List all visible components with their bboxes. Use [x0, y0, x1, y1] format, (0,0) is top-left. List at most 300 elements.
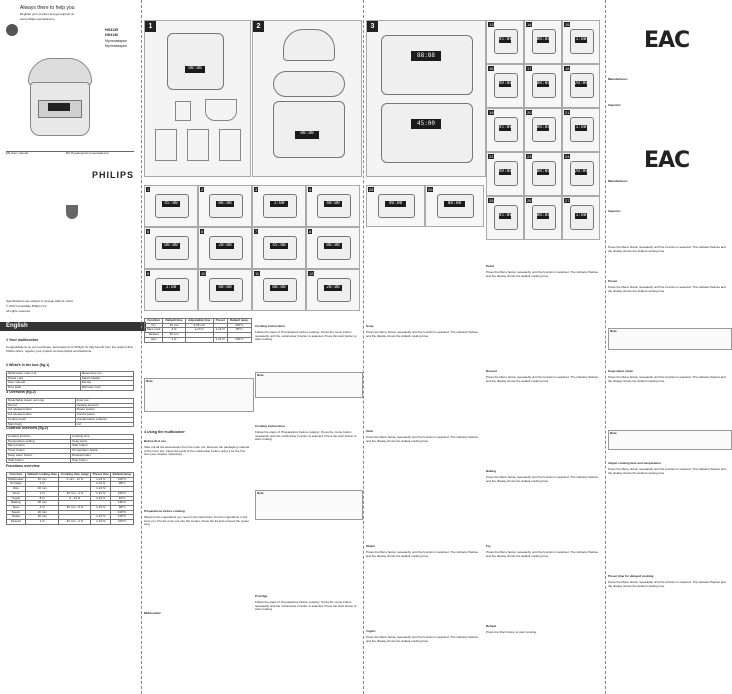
info-column — [606, 0, 732, 694]
table-cell: Lid release button — [7, 413, 76, 418]
step-panel — [144, 185, 198, 227]
reheat-title: Reheat — [486, 624, 497, 628]
yogurt-text: Press the Menu button repeatedly until the function is selected. The indicator flashes and the display shows the default cooking time. — [366, 635, 479, 643]
step-panel — [524, 20, 562, 64]
step-grid-bottom — [366, 185, 484, 265]
section-1-title: 1 Your multicooker — [6, 338, 39, 342]
table-cell: Condensation collector — [75, 417, 133, 422]
importer-label-2: Importer: — [608, 209, 622, 213]
lcd-display: 45:00 — [498, 212, 513, 218]
cover-column — [0, 0, 140, 694]
table-cell: 5-60 min — [185, 323, 213, 328]
lcd-display: 40:00 — [216, 285, 235, 291]
before-first-use-text: Take out all the accessories from the inner pot. Remove the packaging material of the inner pot. Clean the parts of the multicooker before using it for the first time (see chapter 'Cleaning'). — [144, 445, 250, 457]
step-number: 3 — [255, 187, 258, 192]
functions-title: Functions overview — [6, 464, 40, 468]
step-panel — [306, 185, 360, 227]
step-panel — [486, 108, 524, 152]
table-cell: Start button — [7, 458, 71, 463]
before-first-use-title: Before first use — [144, 439, 167, 443]
table-cell: 8 hr — [25, 496, 59, 501]
lcd-display: 45:00 — [270, 243, 289, 249]
table-cell: 100°C — [227, 337, 251, 342]
step-panel — [486, 20, 524, 64]
lcd-display: 40:00 — [324, 201, 343, 207]
section-4-title: 4 Using the multicooker — [144, 430, 185, 434]
lcd-display: 08:00 — [270, 285, 289, 291]
note-label-5: Note — [610, 431, 617, 435]
user-manual-icon — [155, 129, 177, 161]
table-cell: Measuring cup — [80, 372, 133, 377]
step-number: 7 — [255, 229, 258, 234]
table-cell: 1-24 hr — [91, 487, 111, 492]
multicooker-illustration — [28, 58, 90, 136]
table-cell: 1 hr — [25, 520, 59, 525]
table-cell: Power cord — [7, 376, 81, 381]
table-header: Function — [7, 473, 26, 478]
table-cell: 1-24 hr — [91, 505, 111, 510]
step-number: 17 — [527, 66, 532, 71]
step-number: 28 — [369, 187, 374, 192]
table-cell: Recipe — [80, 381, 133, 386]
footer-2: © 2017 Koninklijke Philips N.V. — [6, 304, 47, 308]
table-cell: Jam — [145, 337, 163, 342]
baking-text: Press the Menu button repeatedly until the function is selected. The indicator flashes and the display shows the default cooking time. — [486, 475, 599, 483]
table-cell: 30 min - 8 hr — [59, 505, 91, 510]
lcd-display: 1:00 — [575, 124, 587, 130]
fry-text: Press the Menu button repeatedly until the function is selected. The indicator flashes and the display shows the default cooking time. — [486, 550, 599, 558]
table-header: Preset — [213, 319, 227, 324]
soup-title: Soup — [366, 324, 374, 328]
section-2-title: 2 What's in the box (fig.1) — [6, 363, 50, 367]
step-panel — [562, 152, 600, 196]
step-number: 4 — [309, 187, 312, 192]
step-number: 11 — [255, 271, 260, 276]
lcd-display: 20:00 — [574, 80, 589, 86]
table-cell: Lid — [75, 422, 133, 427]
figure-2-lid — [283, 29, 335, 61]
table-cell: Power socket — [75, 408, 133, 413]
table-cell: 1-24 hr — [91, 477, 111, 482]
lcd-display: 88:88 — [536, 124, 551, 130]
table-cell: Control panel — [7, 417, 76, 422]
steam-text: Press the Menu button repeatedly until the function is selected. The indicator flashes and the display shows the default cooking time. — [366, 550, 479, 558]
step-number: 14 — [527, 22, 532, 27]
fry-title: Fry — [486, 544, 491, 548]
step-number: 12 — [309, 271, 314, 276]
steps-text-1: Press the Menu button repeatedly until the function is selected. The indicator flashes and the display shows the default cooking time. — [608, 245, 726, 253]
figure-2-main-body — [273, 101, 345, 158]
extra-function-row — [145, 328, 252, 333]
step-panel — [562, 196, 600, 240]
step-panel — [486, 64, 524, 108]
lcd-display: 1:00 — [270, 201, 289, 207]
step-panel — [524, 108, 562, 152]
step-grid-right — [486, 20, 602, 245]
note-label-4: Note — [610, 329, 617, 333]
lang-ru: RU Руководство пользователя — [66, 151, 109, 155]
step-number: 13 — [489, 22, 494, 27]
table-cell: 25 min — [163, 333, 185, 338]
note-box-3 — [255, 490, 363, 520]
step-number: 5 — [147, 229, 150, 234]
keep-warm-text: Press the Menu button repeatedly until the function is selected. The indicator flashes and the display shows the default cooking time. — [608, 375, 726, 383]
table-cell: 1 hr — [25, 482, 59, 487]
table-cell: Inner pot — [75, 399, 133, 404]
lcd-display: 40:00 — [498, 168, 513, 174]
step-number: 27 — [565, 198, 570, 203]
footer-1: Specifications are subject to change without notice — [6, 299, 74, 303]
table-cell: 40 min — [25, 487, 59, 492]
step-panel — [198, 227, 252, 269]
table-cell: 130°C — [111, 501, 134, 506]
table-cell: 3 hr — [163, 328, 185, 333]
step-number: 8 — [309, 229, 312, 234]
step-number: 1 — [147, 187, 150, 192]
baking-title: Baking — [486, 469, 497, 473]
adjust-text: Press the Menu button repeatedly until the function is selected. The indicator flashes and the display shows the default cooking time. — [608, 467, 726, 475]
figure-1-cooker — [167, 33, 224, 90]
step-number: 9 — [147, 271, 150, 276]
table-cell: Slow cook — [145, 328, 163, 333]
figure-1-display: 88:88 — [185, 66, 205, 73]
figures-column-2 — [364, 0, 604, 694]
table-cell: Steam — [7, 510, 26, 515]
table-header: Default temp. — [227, 319, 251, 324]
section-1-text: Congratulations on your purchase, and welcome to Philips! To fully benefit from the support that Philips offers, register your product at www.philips.com/welcome. — [6, 345, 133, 353]
controls-title: Controls overview (fig.2) — [6, 426, 48, 430]
table-cell: Control panel — [75, 413, 133, 418]
preset-time-title: Preset time for delayed cooking — [608, 574, 654, 578]
step-number: 18 — [565, 66, 570, 71]
table-cell: Reheat — [145, 333, 163, 338]
lcd-display: 08:00 — [536, 168, 551, 174]
table-cell: Stop button — [71, 458, 134, 463]
step-number: 2 — [201, 187, 204, 192]
lcd-display: 40:00 — [498, 80, 513, 86]
lcd-display: 45:00 — [498, 124, 513, 130]
table-header: Function — [145, 319, 163, 324]
step-panel — [562, 108, 600, 152]
step-panel — [486, 152, 524, 196]
note-label-2: Note — [257, 373, 264, 377]
lcd-display: 88:88 — [324, 243, 343, 249]
table-cell: 50 min — [25, 501, 59, 506]
table-cell: Cooking time — [71, 435, 134, 440]
note-box-1 — [144, 378, 254, 412]
keep-warm-title: Keep-warm mode — [608, 369, 634, 373]
function-row — [7, 520, 134, 525]
table-cell: 160°C — [227, 323, 251, 328]
step-panel — [425, 185, 484, 227]
pasta-text: Press the Menu button repeatedly until the function is selected. The indicator flashes and the display shows the default cooking time. — [486, 270, 599, 278]
table-cell: 2 hr — [163, 337, 185, 342]
step-number: 6 — [201, 229, 204, 234]
note-label: Note — [146, 379, 153, 383]
table-cell: Stew — [7, 505, 26, 510]
table-header: Adjustable time — [185, 319, 213, 324]
table-cell: Yogurt — [7, 496, 26, 501]
stew-title: Stew — [366, 429, 374, 433]
table-cell: Keep warm — [71, 439, 134, 444]
table-cell: Fry — [145, 323, 163, 328]
step-panel — [144, 227, 198, 269]
porridge-text: Follow the steps of 'Preparations before cooking'. Press the menu button repeatedly until the multicooker function is selected. Press the start button to start cooking. — [255, 600, 357, 612]
table-cell: Heating element — [75, 403, 133, 408]
yogurt-title: Yogurt — [366, 629, 376, 633]
table-cell: Timer button — [7, 449, 71, 454]
recipe-book-icon — [187, 129, 209, 161]
preset-title: Preset — [608, 279, 618, 283]
step-number: 10 — [201, 271, 206, 276]
lcd-display: 45:00 — [498, 36, 513, 42]
section-3-title: 3 Overview (fig.2) — [6, 390, 36, 394]
table-cell: Warranty card — [80, 386, 133, 391]
table-cell: 6 - 12 hr — [59, 496, 91, 501]
preparations-title: Preparations before cooking — [144, 509, 185, 513]
step-number: 29 — [428, 187, 433, 192]
table-cell: 98°C — [111, 482, 134, 487]
table-cell: Temperature setting — [7, 439, 71, 444]
lcd-display: 40:00 — [385, 201, 406, 207]
table-header: Default time — [163, 319, 185, 324]
philips-shield-icon-2 — [66, 205, 78, 219]
figure-2-number: 2 — [253, 21, 264, 32]
dessert-title: Dessert — [486, 369, 498, 373]
manufacturer-label-2: Manufacturer: — [608, 179, 629, 183]
box-contents-table — [6, 371, 134, 391]
figure-3-number: 3 — [367, 21, 378, 32]
eac-mark-2: EAC — [644, 148, 690, 173]
register-text: Register your product and get support at — [20, 12, 74, 16]
step-panel — [524, 64, 562, 108]
figure-1-number: 1 — [145, 21, 156, 32]
porridge-title: Porridge — [255, 594, 268, 598]
step-panel — [252, 185, 306, 227]
brand-logo: PHILIPS — [92, 170, 135, 180]
table-cell: Top lid — [7, 403, 76, 408]
table-cell: 40°C — [111, 496, 134, 501]
step-panel — [562, 20, 600, 64]
control-panel-illustration — [381, 35, 473, 95]
table-cell: 2 min - 12 hr — [59, 477, 91, 482]
preset-text: Press the Menu button repeatedly until the function is selected. The indicator flashes and the display shows the default cooking time. — [608, 285, 726, 293]
table-cell: 80°C — [227, 328, 251, 333]
step-number: 21 — [565, 110, 570, 115]
step-panel — [198, 269, 252, 311]
step-panel — [306, 269, 360, 311]
table-cell: 1-24 hr — [91, 520, 111, 525]
model-1: HD3135 — [105, 28, 119, 32]
table-header: Preset time — [92, 472, 109, 476]
table-cell: Dessert — [7, 520, 26, 525]
step-panel — [144, 269, 198, 311]
note-label-3: Note — [257, 491, 264, 495]
step-panel — [562, 64, 600, 108]
table-cell: Main body — [7, 422, 76, 427]
control-panel-display: 88:88 — [411, 51, 441, 61]
step-number: 24 — [565, 154, 570, 159]
lcd-display: 08:00 — [162, 243, 181, 249]
cooking-instructions-text: Follow the steps of 'Preparations before cooking'. Press the menu button repeatedly until the multicooker function is selected. Press the start button to start cooking. — [255, 330, 357, 342]
lcd-display: 08:00 — [536, 80, 551, 86]
table-header: Cooking time range — [60, 472, 89, 476]
lcd-display: 20:00 — [574, 168, 589, 174]
step-number: 20 — [527, 110, 532, 115]
adjust-title: Adjust cooking time and temperature — [608, 461, 662, 465]
table-cell: 1-24 hr — [185, 328, 213, 333]
table-cell: Detachable steam vent cap — [7, 399, 76, 404]
philips-shield-icon — [6, 24, 18, 36]
overview-table — [6, 398, 134, 427]
table-cell: Soup — [7, 491, 26, 496]
table-cell: 15 min — [163, 323, 185, 328]
preset-time-text: Press the Menu button repeatedly until the function is selected. The indicator flashes and the display shows the default cooking time. — [608, 580, 726, 588]
table-cell: Pasta — [7, 515, 26, 520]
note-box-5 — [608, 430, 732, 450]
table-cell: 1-24 hr — [91, 482, 111, 487]
table-cell — [185, 337, 213, 342]
step-number: 16 — [489, 66, 494, 71]
eac-mark: EAC — [644, 28, 690, 53]
figure-1 — [144, 20, 251, 177]
table-cell: Temperature button — [71, 449, 134, 454]
table-cell: 20 min — [25, 515, 59, 520]
table-cell: 100°C — [111, 477, 134, 482]
lcd-display: 20:00 — [216, 243, 235, 249]
table-cell: Cooking function — [7, 435, 71, 440]
table-cell: 30 min — [25, 510, 59, 515]
step-panel — [366, 185, 425, 227]
step-number: 19 — [489, 110, 494, 115]
multicooker-title: Multicooker — [144, 611, 161, 615]
table-cell: Keep warm button — [7, 453, 71, 458]
figure-2-inner-pot — [273, 71, 345, 97]
note-box-4 — [608, 328, 732, 350]
manufacturer-label: Manufacturer: — [608, 77, 629, 81]
soup-text: Press the Menu button repeatedly until the function is selected. The indicator flashes and the display shows the default cooking time. — [366, 330, 479, 338]
lang-en: EN User manual — [6, 151, 29, 155]
table-cell: Porridge — [7, 482, 26, 487]
step-panel — [524, 152, 562, 196]
table-cell: 20 min - 4 hr — [59, 491, 91, 496]
step-panel — [306, 227, 360, 269]
step-number: 22 — [489, 154, 494, 159]
importer-label: Importer: — [608, 103, 622, 107]
table-cell: Steam basket — [80, 376, 133, 381]
footer-3: All rights reserved. — [6, 309, 31, 313]
stew-text: Press the Menu button repeatedly until the function is selected. The indicator flashes and the display shows the default cooking time. — [366, 435, 479, 443]
step-panel — [252, 227, 306, 269]
table-header: Default temp. — [112, 472, 132, 476]
table-cell: Multicooker main unit — [7, 372, 81, 377]
table-cell: Reheat button — [71, 453, 134, 458]
lcd-display: 1:00 — [575, 36, 587, 42]
figure-3 — [366, 20, 486, 177]
dessert-text: Press the Menu button repeatedly until the function is selected. The indicator flashes and the display shows the default cooking time. — [486, 375, 599, 383]
table-cell: 100°C — [111, 491, 134, 496]
figure-2 — [252, 20, 362, 177]
step-panel — [524, 196, 562, 240]
figures-column — [142, 0, 362, 694]
pasta-title: Pasta — [486, 264, 495, 268]
step-number: 25 — [489, 198, 494, 203]
step-panel — [486, 196, 524, 240]
extra-function-row — [145, 337, 252, 342]
lcd-display: 1:00 — [575, 212, 587, 218]
table-cell: Rice — [7, 487, 26, 492]
lcd-display: 88:88 — [216, 201, 235, 207]
table-header: Default cooking time — [25, 473, 59, 478]
step-number: 26 — [527, 198, 532, 203]
model-2: HD3136 — [105, 33, 119, 37]
english-header: English — [0, 322, 146, 331]
table-cell: 100°C — [111, 520, 134, 525]
table-cell: 45 min — [25, 477, 59, 482]
cooking-instructions-title: Cooking instructions — [255, 324, 285, 328]
table-cell: Baking — [7, 501, 26, 506]
steam-title: Steam — [366, 544, 376, 548]
table-cell: 100°C — [111, 510, 134, 515]
table-cell: 20 min - 2 hr — [59, 520, 91, 525]
table-cell: 1-24 hr — [213, 328, 227, 333]
reheat-text: Press the Start button to start cooking. — [486, 630, 538, 634]
control-panel-display-2: 45:00 — [411, 119, 441, 129]
lcd-display: 45:00 — [162, 201, 181, 207]
lcd-display: 88:88 — [536, 212, 551, 218]
controls-row — [7, 458, 134, 463]
table-cell: 1-24 hr — [91, 515, 111, 520]
controls-table — [6, 434, 134, 463]
figure-2-display: 88:88 — [295, 131, 319, 139]
lcd-display: 1:00 — [162, 285, 181, 291]
step-panel — [252, 269, 306, 311]
table-cell: Multicooker — [8, 476, 24, 481]
tagline: Always there to help you — [20, 5, 75, 11]
model-subtitle: Мультиварка — [105, 39, 127, 43]
model-subtitle-2: Мультиварка — [105, 44, 127, 48]
table-cell: Lid release button — [7, 408, 76, 413]
preparations-text: Measure the ingredients you need to the listed lines. Put the ingredients in the inner pot. Put the inner pot into the cooker. Close the lid and connect the power plug. — [144, 515, 250, 527]
table-cell: 1-24 hr — [213, 337, 227, 342]
cooking-instructions-2-title: Cooking instructions — [255, 424, 285, 428]
table-cell: 1-24 hr — [91, 491, 111, 496]
lcd-display: 88:88 — [536, 36, 551, 42]
table-cell: Menu button — [7, 444, 71, 449]
note-box-2 — [255, 372, 363, 398]
measuring-cup-icon — [175, 101, 191, 121]
table-cell: 1-24 hr — [91, 496, 111, 501]
warranty-card-icon — [219, 129, 241, 161]
functions-table — [6, 472, 134, 525]
table-cell: 100°C — [111, 515, 134, 520]
lcd-display: 20:00 — [324, 285, 343, 291]
steam-basket-icon — [205, 99, 237, 121]
table-cell: Rice ladle — [7, 386, 81, 391]
extra-functions-table — [144, 318, 252, 343]
control-panel-illustration-2 — [381, 103, 473, 163]
url[interactable]: www.philips.com/welcome — [20, 17, 55, 21]
lcd-display: 08:00 — [444, 201, 465, 207]
table-cell: 2 hr — [25, 505, 59, 510]
table-cell: Start button — [71, 444, 134, 449]
table-cell: User manual — [7, 381, 81, 386]
cooking-instructions-2-text: Follow the steps of 'Preparations before cooking'. Press the menu button repeatedly until the multicooker function is selected. Press the start button to start cooking. — [255, 430, 357, 442]
table-cell: 98°C — [111, 505, 134, 510]
step-panel — [198, 185, 252, 227]
table-cell: 1 hr — [25, 491, 59, 496]
step-number: 23 — [527, 154, 532, 159]
